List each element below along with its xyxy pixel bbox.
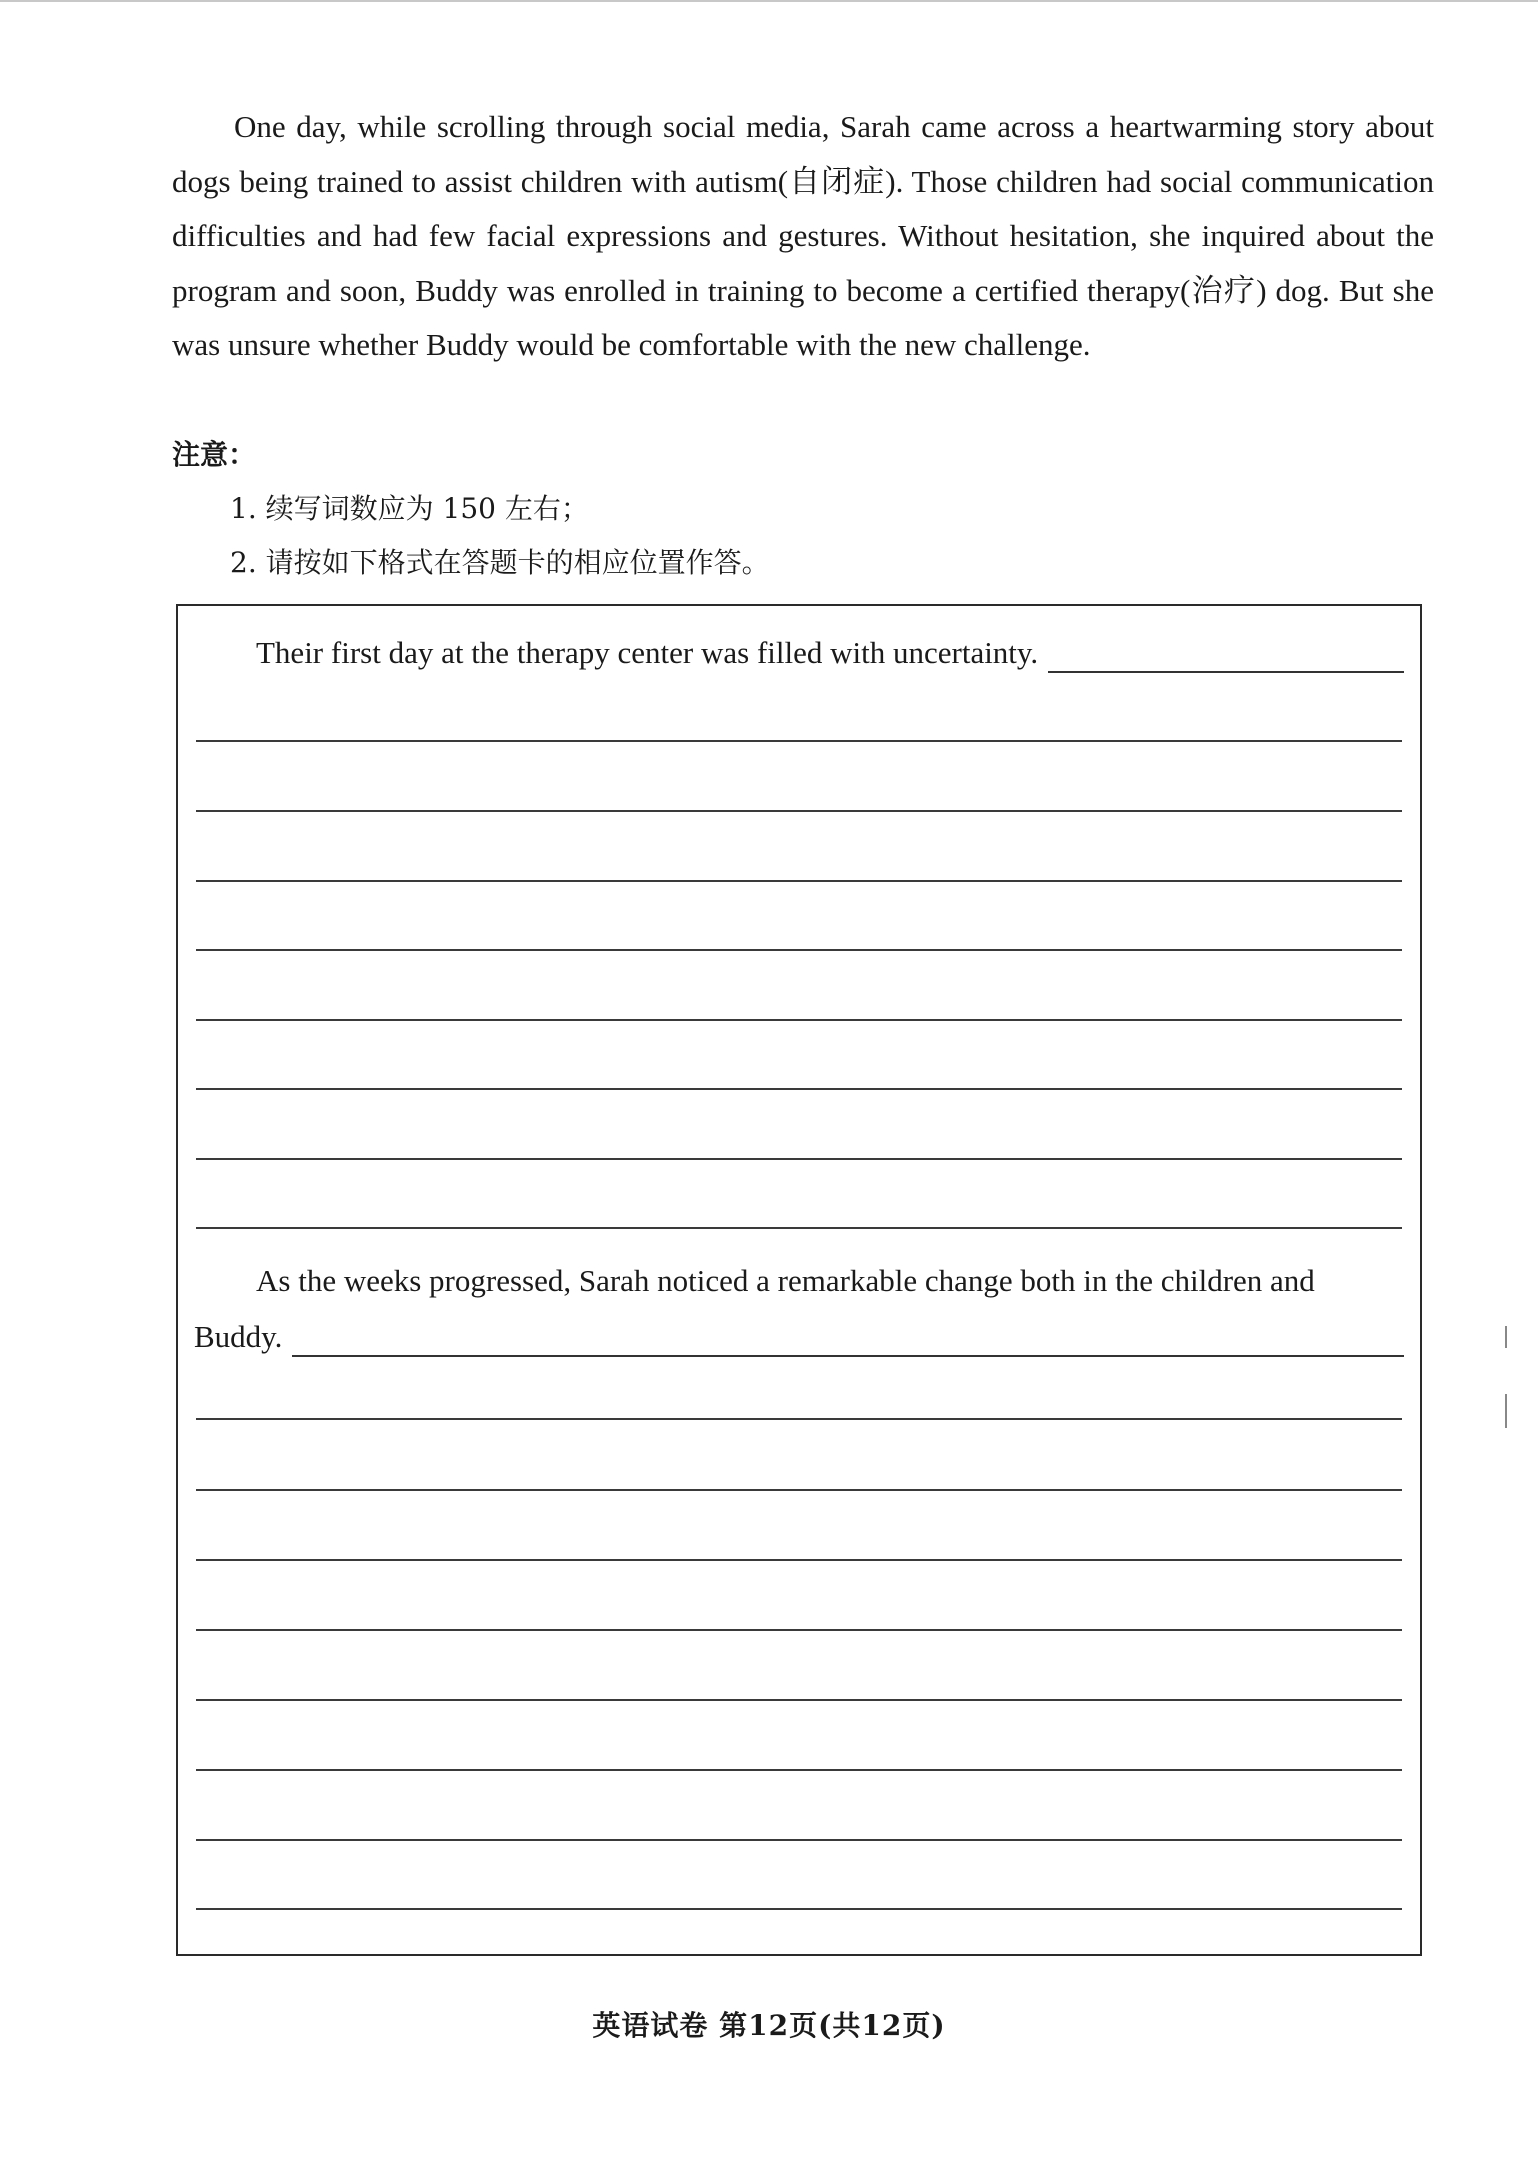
writing-line[interactable] (196, 1699, 1402, 1701)
writing-line[interactable] (196, 1489, 1402, 1491)
prompt-paragraph-1 (194, 633, 1404, 673)
note-item-format: 2. 请按如下格式在答题卡的相应位置作答。 (230, 546, 770, 579)
notes-title: 注意： (172, 438, 257, 471)
writing-line[interactable] (196, 1418, 1402, 1420)
writing-line[interactable] (196, 1088, 1402, 1090)
writing-line[interactable] (196, 1019, 1402, 1021)
prompt-1-fill-line[interactable] (1048, 645, 1404, 673)
scan-mark (1505, 1394, 1507, 1428)
writing-line[interactable] (196, 1769, 1402, 1771)
writing-line[interactable] (196, 740, 1402, 742)
top-edge-rule (0, 0, 1538, 2)
story-passage: One day, while scrolling through social media, Sarah came across a heartwarming story about dogs being trained to assist children with autism(自闭症). Those children had social communication difficulties and had few facial expressions and gestures. Without hesitation, she inquired about the program and soon, Buddy was enrolled in training to become a certified therapy(治疗) dog. But she was unsure whether Buddy would be comfortable with the new challenge. (172, 109, 1434, 362)
writing-line[interactable] (196, 1839, 1402, 1841)
prompt-2-text-end: Buddy. (194, 1319, 283, 1354)
answer-box (176, 604, 1422, 1956)
writing-line[interactable] (196, 949, 1402, 951)
writing-line[interactable] (196, 1908, 1402, 1910)
notes-section (172, 428, 1434, 590)
writing-line[interactable] (196, 880, 1402, 882)
note-item-word-count: 1. 续写词数应为 150 左右； (230, 492, 589, 525)
scan-mark (1505, 1326, 1507, 1348)
writing-line[interactable] (196, 810, 1402, 812)
writing-line[interactable] (196, 1629, 1402, 1631)
prompt-1-text: Their first day at the therapy center was filled with uncertainty. (256, 635, 1039, 670)
prompt-2-fill-line[interactable] (292, 1329, 1404, 1357)
page-footer: 英语试卷 第12页(共12页) (592, 2009, 946, 2042)
writing-line[interactable] (196, 1227, 1402, 1229)
writing-line[interactable] (196, 1559, 1402, 1561)
prompt-paragraph-2 (194, 1261, 1404, 1301)
prompt-2-text: As the weeks progressed, Sarah noticed a remarkable change both in the children and (256, 1263, 1315, 1298)
writing-line[interactable] (196, 1158, 1402, 1160)
prompt-2-continuation (194, 1317, 1404, 1357)
